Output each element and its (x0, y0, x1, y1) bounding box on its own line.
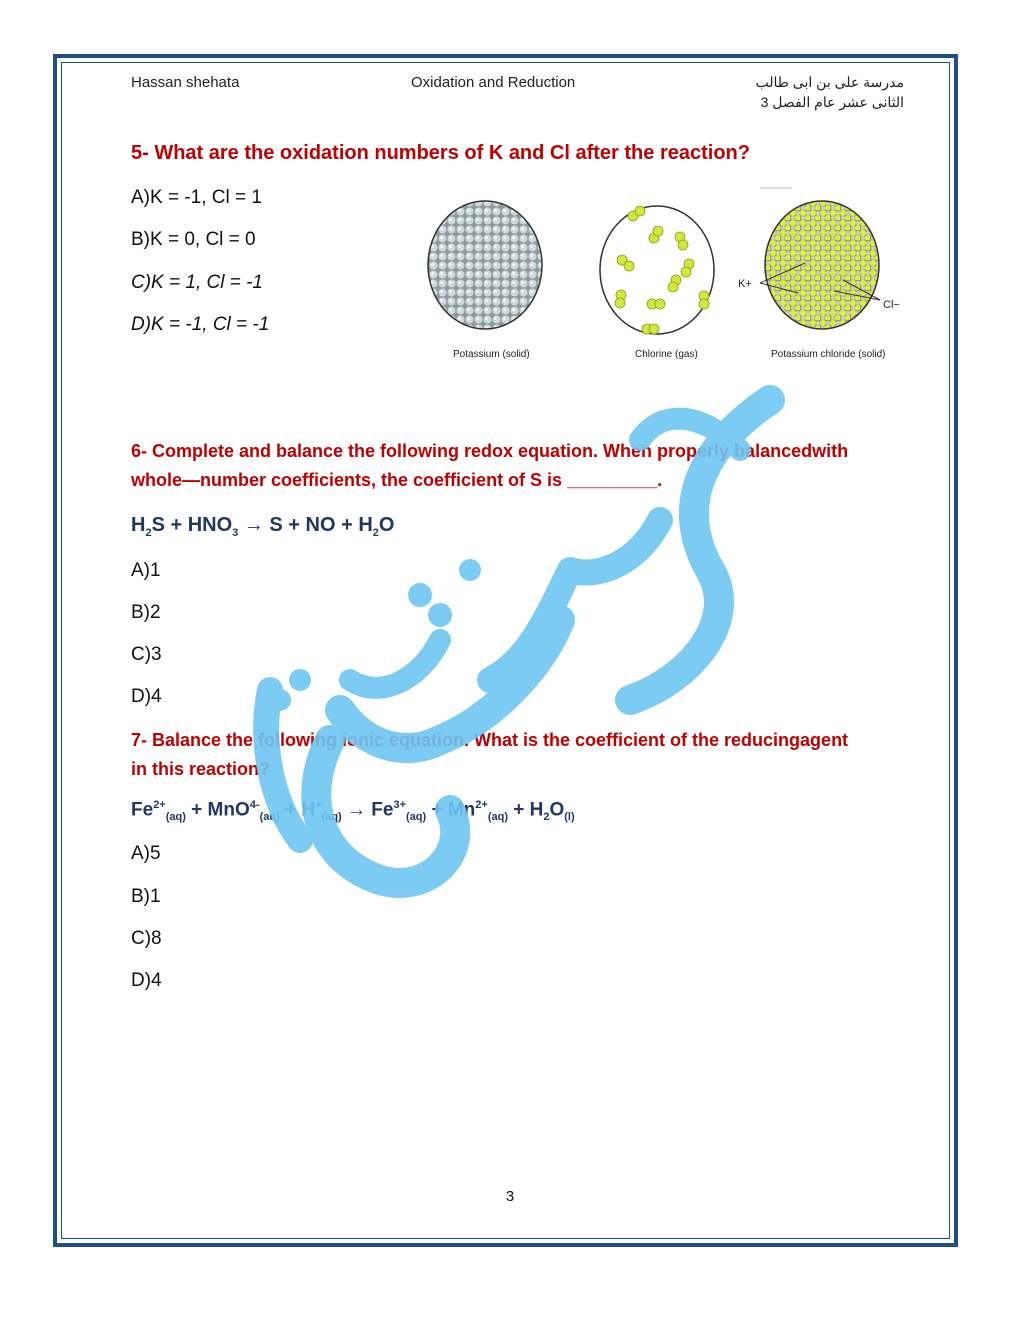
q7-option-b: B)1 (131, 886, 161, 907)
caption-chlorine: Chlorine (gas) (635, 349, 698, 360)
header-topic: Oxidation and Reduction (411, 74, 576, 91)
q6-option-c: C)3 (131, 644, 162, 665)
q6-title (131, 437, 848, 495)
q6-title-line2: whole—number coefficients, the coefficient of S is _________. (131, 470, 663, 490)
q5-option-c: C)K = 1, Cl = -1 (131, 272, 263, 293)
q6-title-line1: 6- Complete and balance the following redox equation. When properly balancedwith (131, 441, 849, 461)
q5-option-b: B)K = 0, Cl = 0 (131, 229, 256, 250)
q6-option-d: D)4 (131, 686, 162, 707)
q7-equation: $Fe^{2+}_{(aq)} + MnO^{4-}_{(aq)} + H^+_{(aq)} \to Fe^{3+}_{(aq)} + Mn^{2+}_{(aq)} + H_2O_{(l)}$ (131, 799, 575, 824)
q5-option-d: D)K = -1, Cl = -1 (131, 314, 270, 335)
q6-option-b: B)2 (131, 602, 161, 623)
q7-title-line1: 7- Balance the following ionic equation. What is the coefficient of the reducingagent (131, 730, 849, 750)
q7-option-c: C)8 (131, 928, 162, 949)
q7-option-a: A)5 (131, 843, 161, 864)
q7-title (131, 726, 848, 784)
reaction-figure (420, 180, 900, 370)
q7-title-line2: in this reaction? (131, 759, 271, 779)
q6-equation: $H_2S + HNO_3 \to S$ + NO + $H_2O$ (131, 514, 395, 539)
potassium-circle (428, 201, 542, 329)
page-number: 3 (505, 1188, 515, 1205)
header-school (756, 72, 905, 112)
q6-option-a: A)1 (131, 560, 161, 581)
header-school-line1: مدرسة على بن ابى طالب (755, 74, 904, 90)
label-cl-ion: Cl− (883, 299, 900, 311)
caption-potassium-chloride: Potassium chloride (solid) (771, 349, 886, 360)
potassium-chloride-circle (765, 201, 879, 329)
caption-potassium: Potassium (solid) (453, 349, 530, 360)
q5-title: 5- What are the oxidation numbers of K and Cl after the reaction? (131, 142, 750, 164)
header-author: Hassan shehata (131, 74, 240, 91)
q7-option-d: D)4 (131, 970, 162, 991)
chlorine-circle (600, 206, 714, 334)
header-school-line2: الثانى عشر عام الفصل 3 (760, 94, 904, 110)
q5-option-a: A)K = -1, Cl = 1 (131, 187, 262, 208)
label-k-ion: K+ (738, 278, 752, 290)
